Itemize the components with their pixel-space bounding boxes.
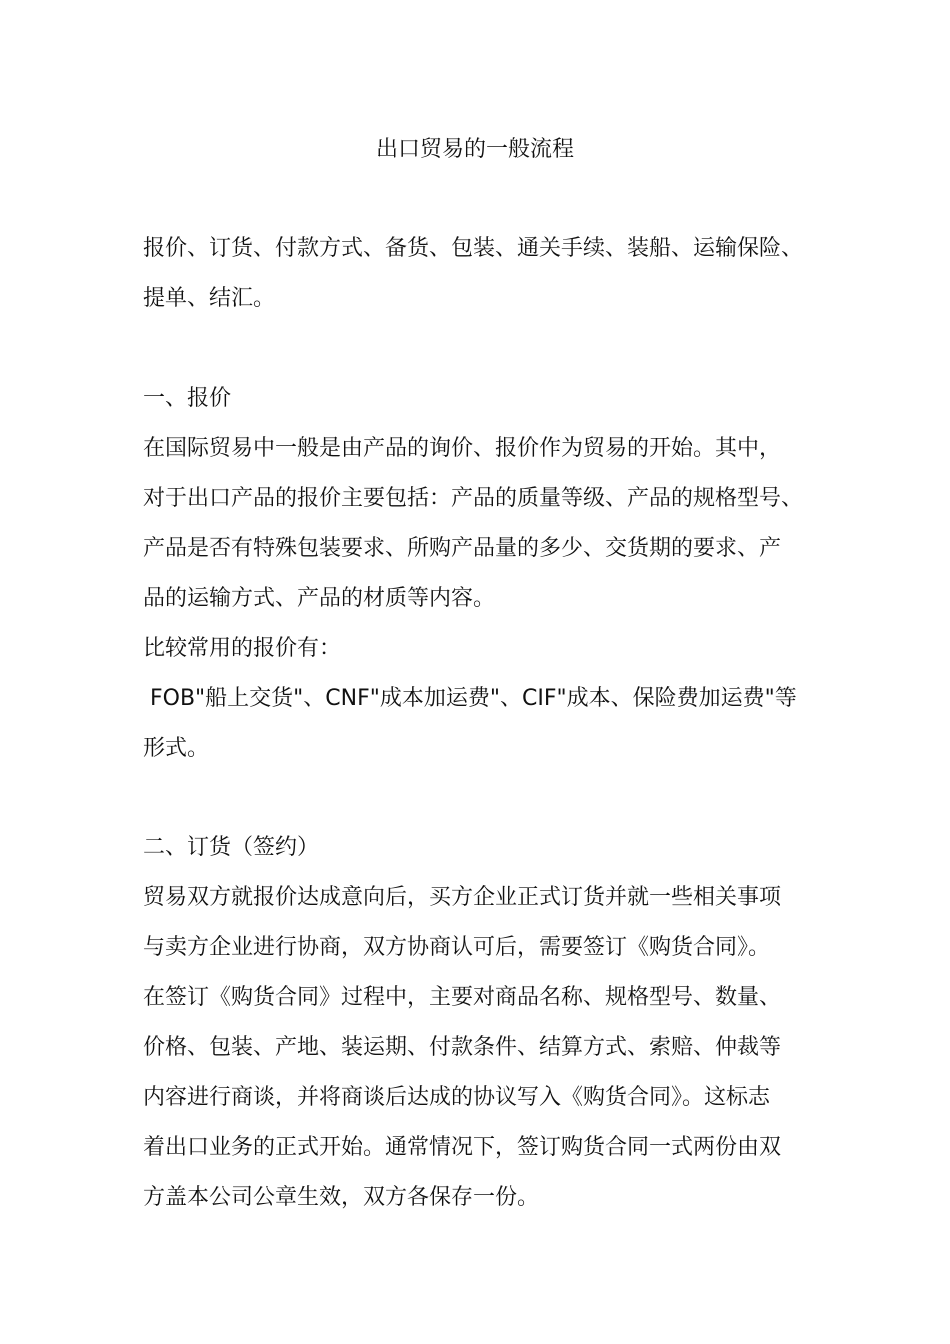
- section-1-line-1: 在国际贸易中一般是由产品的询价、报价作为贸易的开始。其中，: [143, 436, 782, 461]
- section-2-line-5: 内容进行商谈，并将商谈后达成的协议写入《购货合同》。这标志: [143, 1085, 771, 1110]
- section-1-line-2: 对于出口产品的报价主要包括：产品的质量等级、产品的规格型号、: [143, 486, 804, 511]
- section-1-line-3: 产品是否有特殊包装要求、所购产品量的多少、交货期的要求、产: [143, 536, 782, 561]
- section-1-line-4: 品的运输方式、产品的材质等内容。: [143, 586, 496, 611]
- section-2-line-6: 着出口业务的正式开始。通常情况下，签订购货合同一式两份由双: [143, 1135, 782, 1160]
- section-2-line-1: 贸易双方就报价达成意向后，买方企业正式订货并就一些相关事项: [143, 885, 782, 910]
- document-title: 出口贸易的一般流程: [375, 137, 574, 162]
- section-1-line-5: 比较常用的报价有：: [143, 636, 342, 661]
- section-1-heading: 一、报价: [143, 386, 232, 411]
- intro-line-2: 提单、结汇。: [143, 286, 276, 311]
- section-1-line-7: 形式。: [143, 736, 210, 761]
- section-1-line-6: FOB"船上交货"、CNF"成本加运费"、CIF"成本、保险费加运费"等: [143, 686, 797, 711]
- section-2-line-3: 在签订《购货合同》过程中，主要对商品名称、规格型号、数量、: [143, 985, 782, 1010]
- section-2-heading: 二、订货（签约）: [143, 835, 320, 860]
- intro-line-1: 报价、订货、付款方式、备货、包装、通关手续、装船、运输保险、: [143, 236, 804, 261]
- section-2-line-4: 价格、包装、产地、装运期、付款条件、结算方式、索赔、仲裁等: [143, 1035, 782, 1060]
- section-2-line-2: 与卖方企业进行协商，双方协商认可后，需要签订《购货合同》。: [143, 935, 771, 960]
- section-2-line-7: 方盖本公司公章生效，双方各保存一份。: [143, 1185, 540, 1210]
